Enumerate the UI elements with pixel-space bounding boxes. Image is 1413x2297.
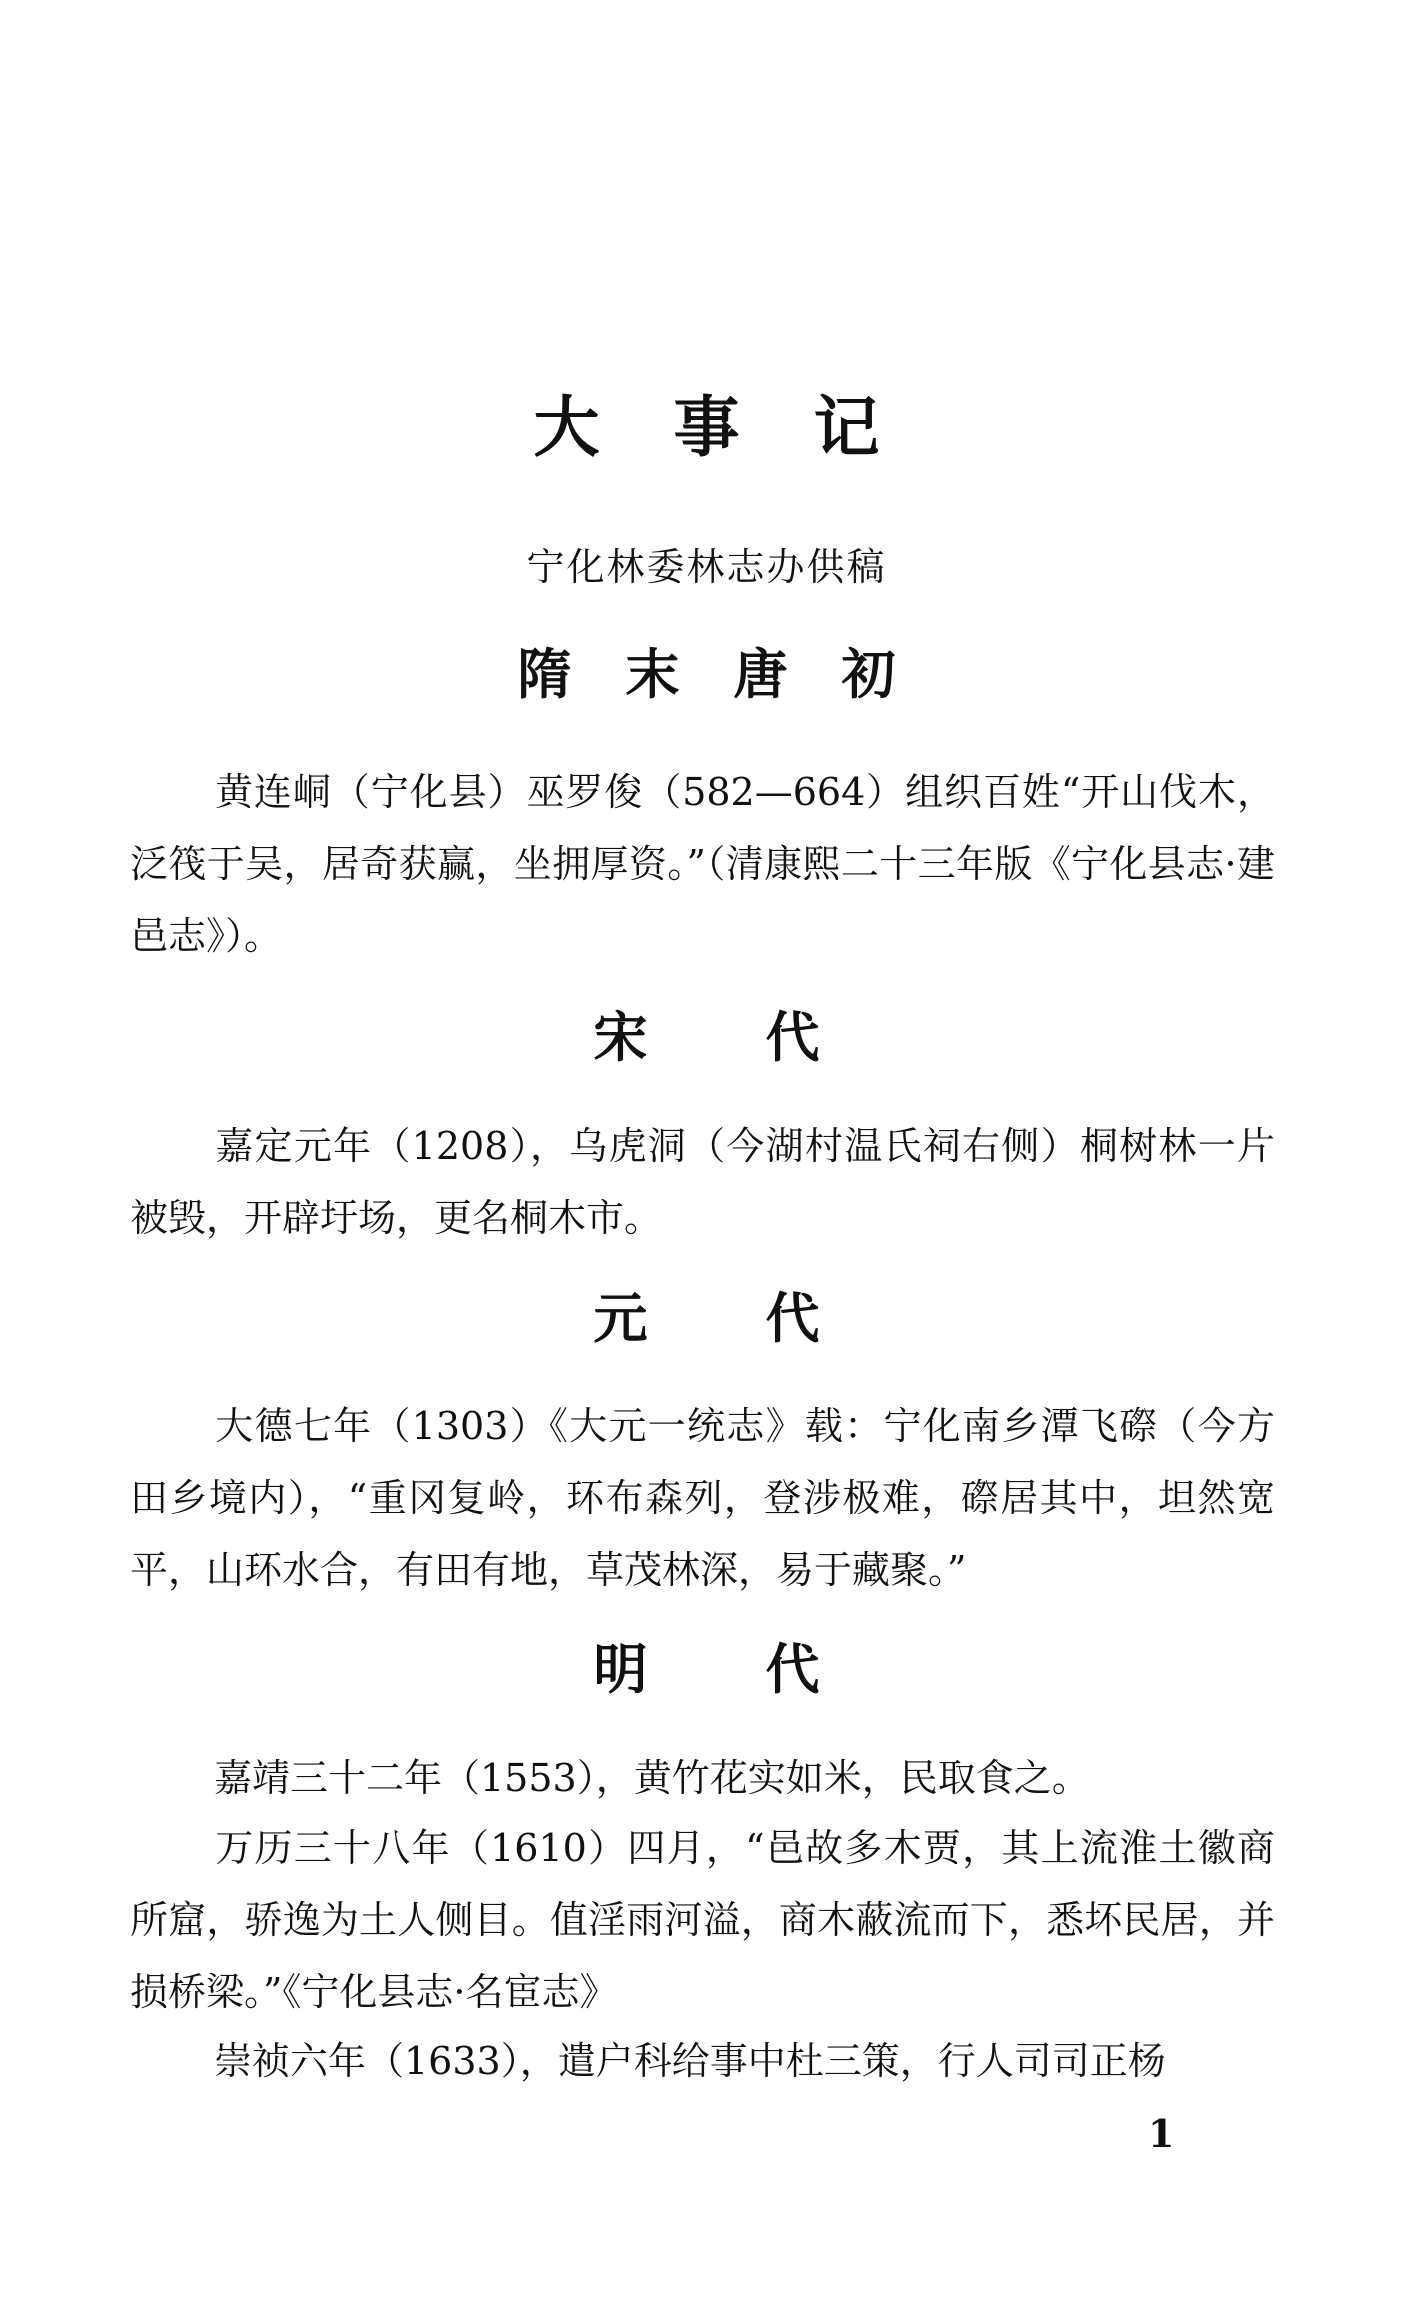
section-heading-song: 宋代 bbox=[593, 1006, 938, 1069]
paragraph-text: 万历三十八年（1610）四月，“邑故多木贾，其上流淮土徽商所窟，骄逸为土人侧目。值淫雨河溢，商木蔽流而下，悉坏民居，并损桥梁。”《宁化县志·名宦志》 bbox=[130, 1826, 1275, 2014]
paragraph-text: 嘉定元年（1208），乌虎洞（今湖村温氏祠右侧）桐树林一片被毁，开辟圩场，更名桐木市。 bbox=[130, 1124, 1275, 1240]
section-heading-sui-tang: 隋末唐初 bbox=[517, 643, 950, 706]
page-title: 大事记 bbox=[533, 389, 954, 466]
page-subtitle: 宁化林委林志办供稿 bbox=[526, 545, 887, 589]
paragraph-ming-3 bbox=[130, 2025, 1275, 2097]
paragraph-sui-tang bbox=[130, 756, 1275, 972]
page-number: 1 bbox=[1148, 2111, 1175, 2156]
paragraph-text: 黄连峒（宁化县）巫罗俊（582—664）组织百姓“开山伐木，泛筏于吴，居奇获赢，坐拥厚资。”（清康熙二十三年版《宁化县志·建邑志》）。 bbox=[130, 770, 1275, 958]
section-heading-yuan: 元代 bbox=[593, 1287, 938, 1350]
paragraph-text: 崇祯六年（1633），遣户科给事中杜三策，行人司司正杨 bbox=[214, 2039, 1166, 2083]
paragraph-text: 大德七年（1303）《大元一统志》载：宁化南乡潭飞磜（今方田乡境内），“重冈复岭，环布森列，登涉极难，磜居其中，坦然宽平，山环水合，有田有地，草茂林深，易于藏聚。” bbox=[130, 1404, 1275, 1592]
paragraph-text: 嘉靖三十二年（1553），黄竹花实如米，民取食之。 bbox=[214, 1756, 1090, 1800]
paragraph-ming-2 bbox=[130, 1812, 1275, 2028]
paragraph-yuan bbox=[130, 1390, 1275, 1606]
paragraph-ming-1 bbox=[130, 1742, 1275, 1814]
paragraph-song bbox=[130, 1110, 1275, 1254]
section-heading-ming: 明代 bbox=[593, 1638, 938, 1701]
